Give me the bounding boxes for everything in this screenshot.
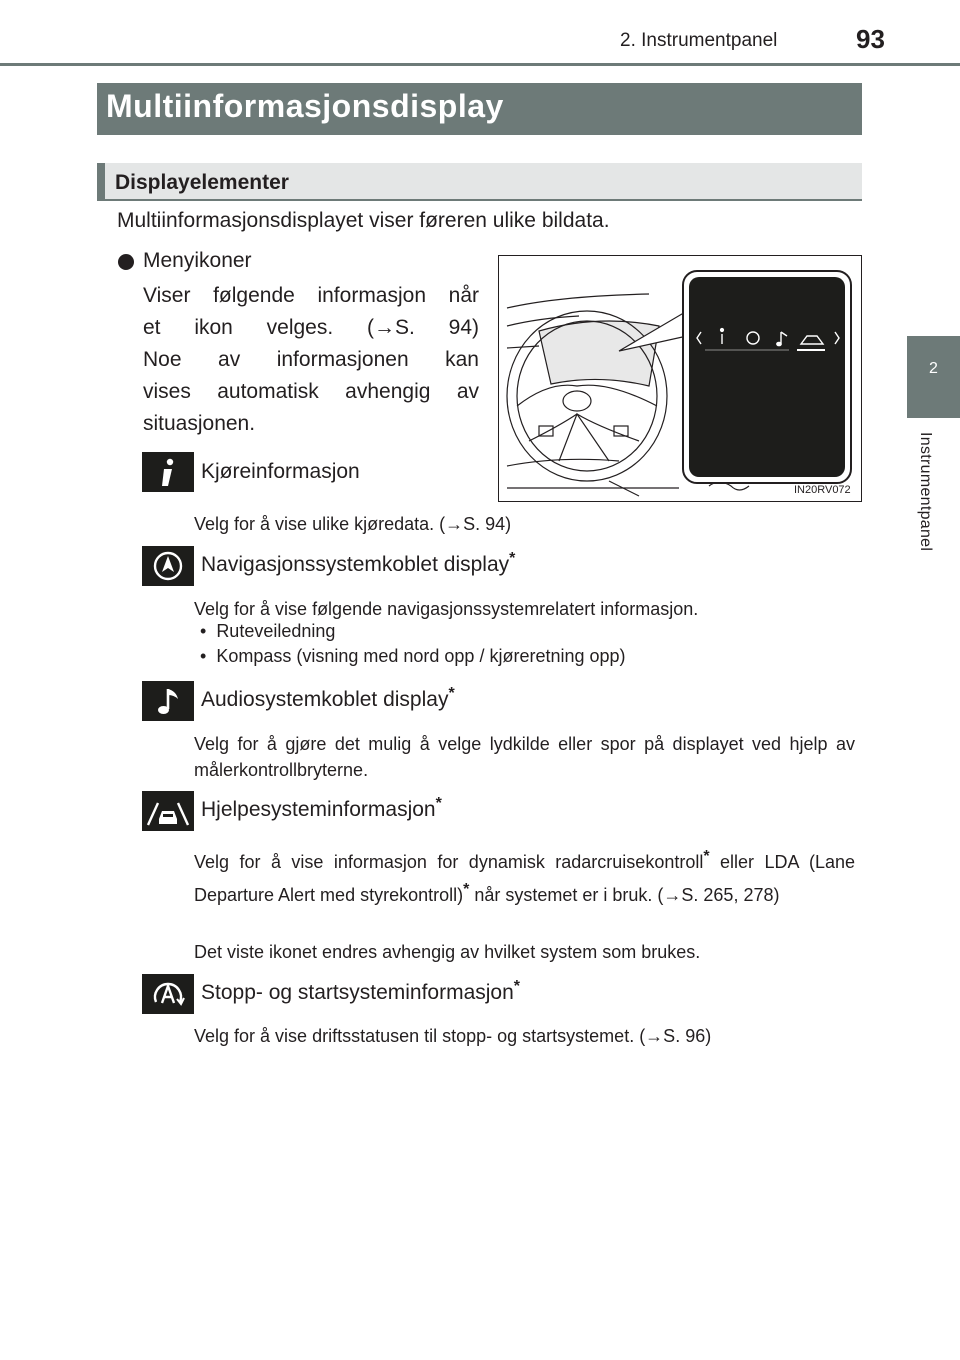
chapter-title: 2. Instrumentpanel xyxy=(620,30,778,51)
footnote-star: * xyxy=(513,978,521,995)
list-item: • Kompass (visning med nord opp / kjøreretning opp) xyxy=(200,646,626,666)
subheading: Displayelementer xyxy=(115,171,289,194)
music-note-icon xyxy=(142,681,194,721)
item-title-assist: Hjelpesysteminformasjon* xyxy=(201,795,442,821)
item-desc-driving-info: Velg for å vise ulike kjøredata. (→S. 94) xyxy=(194,514,512,534)
navigation-icon xyxy=(142,546,194,586)
item-desc-audio: Velg for å gjøre det mulig å velge lydkilde eller spor på displayet ved hjelp av målerkontrollbryterne. xyxy=(194,734,855,780)
menu-heading: Menyikoner xyxy=(143,249,252,272)
info-icon-glyph xyxy=(142,452,194,492)
stop-start-icon xyxy=(142,974,194,1014)
section-title: Multiinformasjonsdisplay xyxy=(106,88,504,124)
intro-text: Multiinformasjonsdisplayet viser føreren ulike bildata. xyxy=(117,209,610,232)
item-title-stop-start: Stopp- og startsysteminformasjon* xyxy=(201,978,521,1004)
driving-assist-icon xyxy=(142,791,194,831)
chapter-tab-number: 2 xyxy=(929,360,938,377)
item-title-driving-info: Kjøreinformasjon xyxy=(201,460,360,483)
list-item: • Ruteveiledning xyxy=(200,621,336,641)
stop-start-icon-glyph xyxy=(142,974,194,1014)
chapter-tab-label: Instrumentpanel xyxy=(917,432,934,552)
menu-line-2: et ikon velges. (→S. 94) xyxy=(143,316,479,339)
footnote-star: * xyxy=(463,881,470,898)
item-title-navigation: Navigasjonssystemkoblet display* xyxy=(201,550,516,576)
info-icon xyxy=(142,452,194,492)
menu-line-1: Viser følgende informasjon når xyxy=(143,284,479,307)
footnote-star: * xyxy=(435,795,442,812)
menu-line-5: situasjonen. xyxy=(143,412,256,435)
menu-line-4: vises automatisk avhengig av xyxy=(143,380,479,403)
navigation-icon-glyph xyxy=(142,546,194,586)
footnote-star: * xyxy=(448,685,455,702)
item-title-audio: Audiosystemkoblet display* xyxy=(201,685,455,711)
music-note-icon-glyph xyxy=(142,681,194,721)
item-desc-assist: Velg for å vise informasjon for dynamisk radarcruisekontroll* eller LDA (Lane Departure Alert med styrekontroll)* når systemet er i bruk. (→S. 265, 278) xyxy=(194,848,855,905)
illustration-code: IN20RV072 xyxy=(794,484,851,496)
header-rule xyxy=(0,63,960,66)
dashboard-illustration xyxy=(498,255,862,502)
page-number: 93 xyxy=(856,24,885,54)
item-desc-stop-start: Velg for å vise driftsstatusen til stopp- og startsystemet. (→S. 96) xyxy=(194,1026,712,1046)
footnote-star: * xyxy=(509,550,516,567)
steering-wheel-illustration xyxy=(499,256,861,501)
footnote-star: * xyxy=(703,848,710,865)
item-desc-assist-note: Det viste ikonet endres avhengig av hvilket system som brukes. xyxy=(194,942,701,962)
bullet-icon xyxy=(118,254,134,270)
driving-assist-icon-glyph xyxy=(142,791,194,831)
item-desc-navigation: Velg for å vise følgende navigasjonssystemrelatert informasjon. xyxy=(194,599,699,619)
menu-line-3: Noe av informasjonen kan xyxy=(143,348,479,371)
subheading-accent xyxy=(97,163,105,201)
